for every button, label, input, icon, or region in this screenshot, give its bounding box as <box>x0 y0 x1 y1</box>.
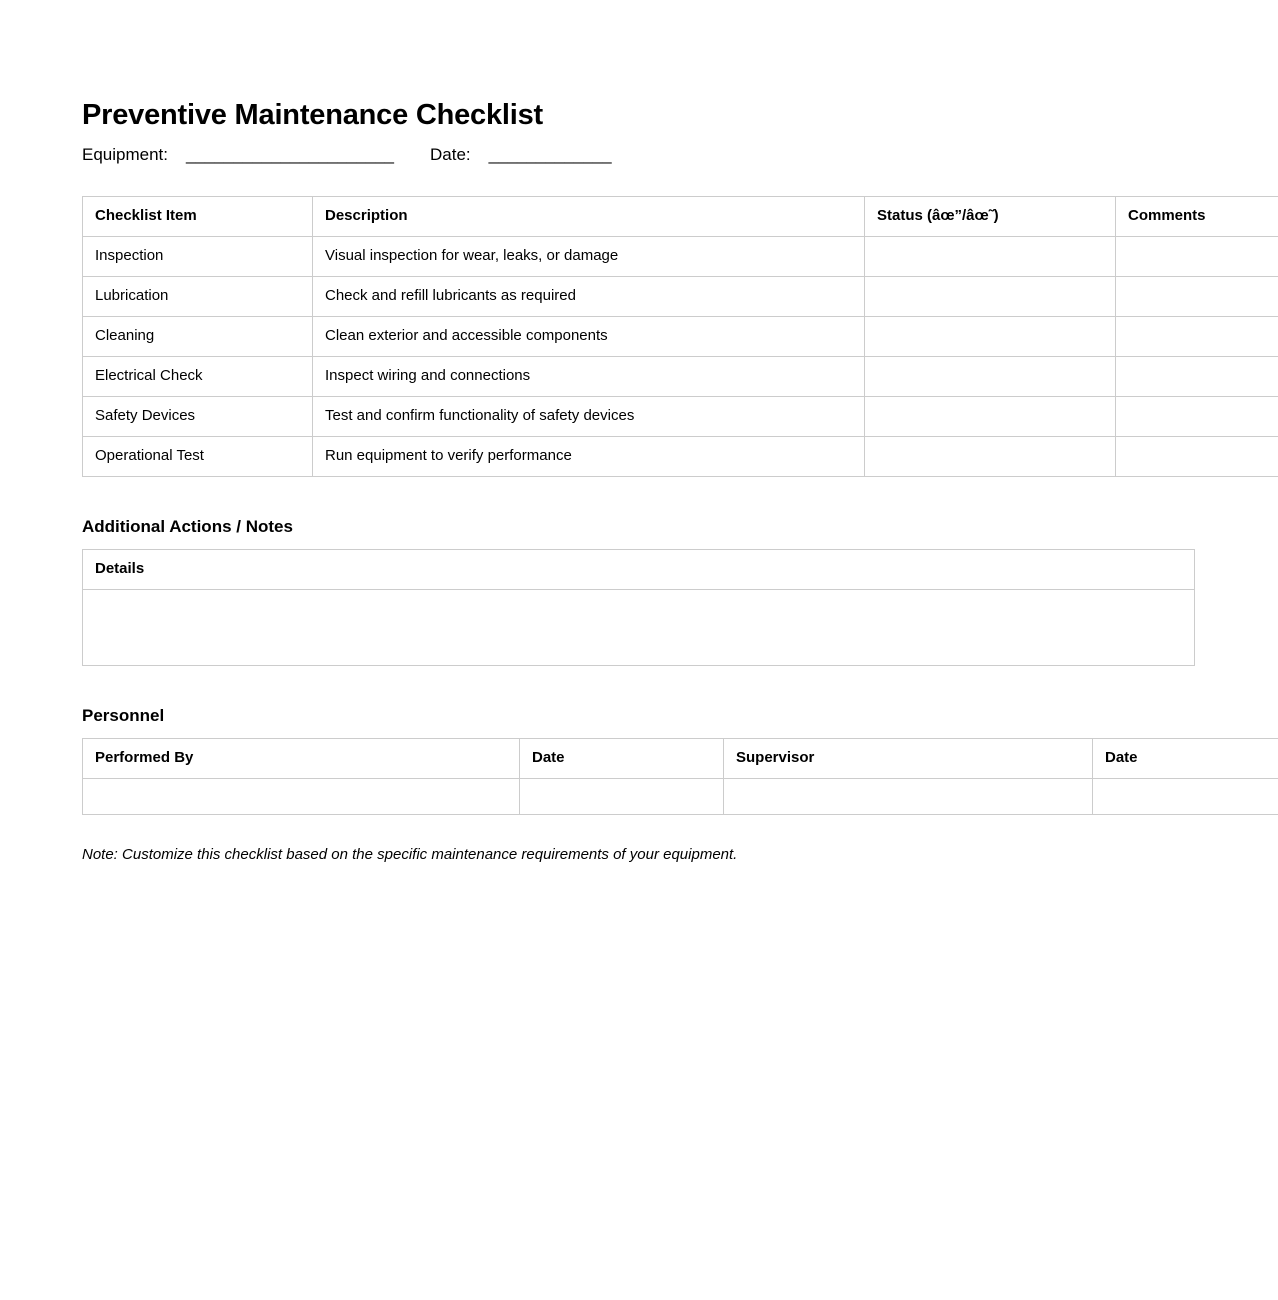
cell-comments[interactable] <box>1116 356 1278 396</box>
column-header-performed-by: Performed By <box>83 739 520 779</box>
document-meta-line <box>82 144 1196 166</box>
column-header-description: Description <box>313 196 865 236</box>
cell-comments[interactable] <box>1116 396 1278 436</box>
table-header-row <box>83 739 1278 779</box>
cell-comments[interactable] <box>1116 316 1278 356</box>
cell-status[interactable] <box>865 436 1116 476</box>
cell-description: Visual inspection for wear, leaks, or damage <box>313 236 865 276</box>
column-header-comments: Comments <box>1116 196 1278 236</box>
date-label: Date: <box>430 144 471 164</box>
cell-supervisor[interactable] <box>724 779 1093 815</box>
cell-comments[interactable] <box>1116 236 1278 276</box>
page-title: Preventive Maintenance Checklist <box>82 99 544 131</box>
notes-table <box>82 549 1195 666</box>
table-row <box>83 779 1278 815</box>
cell-checklist-item: Electrical Check <box>83 356 313 396</box>
table-row <box>83 316 1278 356</box>
section-heading-additional-actions: Additional Actions / Notes <box>82 516 293 536</box>
cell-status[interactable] <box>865 316 1116 356</box>
cell-description: Check and refill lubricants as required <box>313 276 865 316</box>
cell-description: Run equipment to verify performance <box>313 436 865 476</box>
equipment-label: Equipment: <box>82 144 168 164</box>
checklist-table <box>82 196 1278 477</box>
cell-checklist-item: Lubrication <box>83 276 313 316</box>
column-header-supervisor-date: Date <box>1093 739 1278 779</box>
table-row <box>83 436 1278 476</box>
cell-comments[interactable] <box>1116 276 1278 316</box>
personnel-table <box>82 738 1278 815</box>
equipment-blank-field[interactable]: ______________________ <box>186 144 395 164</box>
cell-description: Clean exterior and accessible components <box>313 316 865 356</box>
table-row <box>83 236 1278 276</box>
cell-status[interactable] <box>865 396 1116 436</box>
notes-table-body <box>83 589 1195 665</box>
cell-date[interactable] <box>520 779 724 815</box>
personnel-table-head <box>83 739 1278 779</box>
cell-description: Test and confirm functionality of safety devices <box>313 396 865 436</box>
cell-status[interactable] <box>865 356 1116 396</box>
cell-supervisor-date[interactable] <box>1093 779 1278 815</box>
cell-status[interactable] <box>865 236 1116 276</box>
column-header-supervisor: Supervisor <box>724 739 1093 779</box>
cell-checklist-item: Inspection <box>83 236 313 276</box>
personnel-table-body <box>83 779 1278 815</box>
table-header-row <box>83 550 1195 590</box>
column-header-details: Details <box>83 550 1195 590</box>
column-header-status: Status (âœ”/âœ˜) <box>865 196 1116 236</box>
table-row <box>83 356 1278 396</box>
cell-details[interactable] <box>83 589 1195 665</box>
cell-checklist-item: Cleaning <box>83 316 313 356</box>
checklist-table-head <box>83 196 1278 236</box>
cell-status[interactable] <box>865 276 1116 316</box>
cell-checklist-item: Safety Devices <box>83 396 313 436</box>
cell-comments[interactable] <box>1116 436 1278 476</box>
column-header-date: Date <box>520 739 724 779</box>
date-blank-field[interactable]: _____________ <box>488 144 612 164</box>
column-header-checklist-item: Checklist Item <box>83 196 313 236</box>
cell-performed-by[interactable] <box>83 779 520 815</box>
table-row <box>83 276 1278 316</box>
section-heading-personnel: Personnel <box>82 705 165 725</box>
footer-note: Note: Customize this checklist based on the specific maintenance requirements of your equipment. <box>82 846 738 864</box>
table-row <box>83 589 1195 665</box>
cell-description: Inspect wiring and connections <box>313 356 865 396</box>
cell-checklist-item: Operational Test <box>83 436 313 476</box>
table-header-row <box>83 196 1278 236</box>
notes-table-head <box>83 550 1195 590</box>
table-row <box>83 396 1278 436</box>
checklist-table-body <box>83 236 1278 476</box>
